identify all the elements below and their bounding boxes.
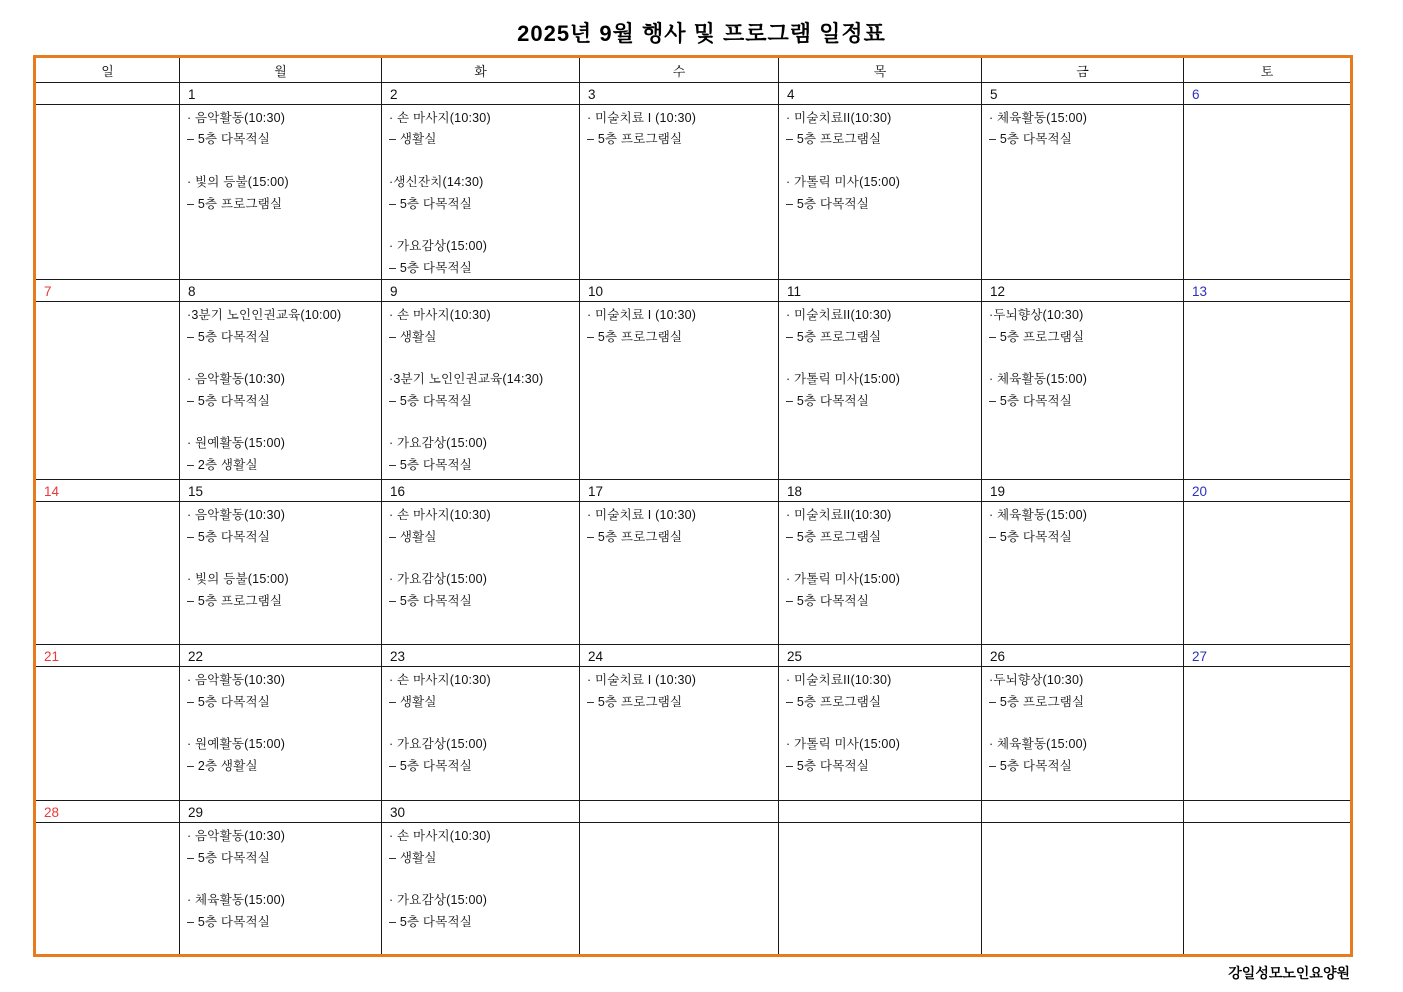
blank-line (389, 548, 576, 569)
day-events-4 (779, 105, 982, 280)
event-line: · 미술치료II(10:30) (786, 308, 892, 323)
event-line: · 가요감상(15:00) (389, 436, 488, 451)
day-number-empty (982, 801, 1184, 823)
event-line: · 가톨릭 미사(15:00) (786, 372, 901, 387)
week-5-content-row (35, 823, 1352, 956)
event-line: · 미술치료II(10:30) (786, 673, 892, 688)
day-number-21: 21 (35, 645, 180, 667)
day-number-26: 26 (982, 645, 1184, 667)
location-line: – 5층 다목적실 (187, 329, 271, 344)
day-number-30: 30 (382, 801, 580, 823)
day-events-27 (1184, 667, 1352, 801)
day-events-20 (1184, 502, 1352, 645)
location-line: – 5층 다목적실 (187, 393, 271, 408)
location-line: – 5층 프로그램실 (587, 694, 683, 709)
day-events-26 (982, 667, 1184, 801)
calendar-table (33, 55, 1353, 957)
event-line: ·두뇌향상(10:30) (989, 673, 1084, 688)
event-line: · 음악활동(10:30) (187, 508, 286, 523)
location-line: – 5층 프로그램실 (786, 529, 882, 544)
week-1-content-row (35, 105, 1352, 280)
location-line: – 5층 다목적실 (389, 196, 473, 211)
day-events-23 (382, 667, 580, 801)
day-number-5: 5 (982, 83, 1184, 105)
location-line: – 생활실 (389, 850, 437, 865)
location-line: – 5층 다목적실 (389, 260, 473, 275)
location-line: – 2층 생활실 (187, 758, 258, 773)
blank-line (786, 151, 978, 172)
event-line: · 가요감상(15:00) (389, 737, 488, 752)
event-line: · 가요감상(15:00) (389, 572, 488, 587)
day-number-14: 14 (35, 480, 180, 502)
day-number-empty (1184, 801, 1352, 823)
weekday-header-row (35, 57, 1352, 83)
blank-line (389, 151, 576, 172)
location-line: – 5층 프로그램실 (786, 694, 882, 709)
blank-line (389, 412, 576, 433)
event-line: · 체육활동(15:00) (187, 893, 286, 908)
event-line: · 미술치료 I (10:30) (587, 308, 697, 323)
day-events-22 (180, 667, 382, 801)
day-events-empty (35, 105, 180, 280)
day-number-19: 19 (982, 480, 1184, 502)
location-line: – 5층 다목적실 (389, 914, 473, 929)
blank-line (786, 713, 978, 734)
day-events-empty (982, 823, 1184, 956)
location-line: – 5층 다목적실 (786, 393, 870, 408)
location-line: – 5층 다목적실 (187, 914, 271, 929)
day-number-9: 9 (382, 280, 580, 302)
location-line: – 5층 프로그램실 (587, 529, 683, 544)
location-line: – 5층 다목적실 (389, 593, 473, 608)
event-line: ·3분기 노인인권교육(14:30) (389, 372, 544, 387)
event-line: · 원예활동(15:00) (187, 737, 286, 752)
event-line: ·3분기 노인인권교육(10:00) (187, 308, 342, 323)
day-number-10: 10 (580, 280, 779, 302)
day-number-25: 25 (779, 645, 982, 667)
blank-line (187, 548, 378, 569)
location-line: – 5층 다목적실 (989, 132, 1073, 147)
event-line: · 미술치료II(10:30) (786, 111, 892, 125)
blank-line (389, 713, 576, 734)
event-line: · 체육활동(15:00) (989, 111, 1088, 125)
location-line: – 5층 프로그램실 (587, 329, 683, 344)
day-number-17: 17 (580, 480, 779, 502)
day-number-24: 24 (580, 645, 779, 667)
event-line: · 미술치료 I (10:30) (587, 508, 697, 523)
day-events-empty (580, 823, 779, 956)
day-events-15 (180, 502, 382, 645)
day-number-28: 28 (35, 801, 180, 823)
day-events-28 (35, 823, 180, 956)
event-line: · 빛의 등불(15:00) (187, 572, 289, 587)
day-events-25 (779, 667, 982, 801)
event-line: · 체육활동(15:00) (989, 508, 1088, 523)
day-events-30 (382, 823, 580, 956)
blank-line (989, 713, 1180, 734)
event-line: · 손 마사지(10:30) (389, 308, 491, 323)
day-events-14 (35, 502, 180, 645)
day-number-empty (580, 801, 779, 823)
facility-name: 강일성모노인요양원 (1228, 965, 1350, 981)
day-number-7: 7 (35, 280, 180, 302)
event-line: · 체육활동(15:00) (989, 737, 1088, 752)
event-line: · 체육활동(15:00) (989, 372, 1088, 387)
day-events-1 (180, 105, 382, 280)
day-events-24 (580, 667, 779, 801)
day-number-27: 27 (1184, 645, 1352, 667)
day-events-17 (580, 502, 779, 645)
event-line: · 미술치료II(10:30) (786, 508, 892, 523)
day-number-23: 23 (382, 645, 580, 667)
day-events-13 (1184, 302, 1352, 480)
event-line: · 음악활동(10:30) (187, 829, 286, 844)
day-number-empty (35, 83, 180, 105)
event-line: · 손 마사지(10:30) (389, 508, 491, 523)
day-events-29 (180, 823, 382, 956)
location-line: – 5층 다목적실 (786, 758, 870, 773)
day-number-2: 2 (382, 83, 580, 105)
day-number-empty (779, 801, 982, 823)
location-line: – 5층 프로그램실 (786, 329, 882, 344)
event-line: · 손 마사지(10:30) (389, 829, 491, 844)
day-events-3 (580, 105, 779, 280)
event-line: ·두뇌향상(10:30) (989, 308, 1084, 323)
week-2-content-row (35, 302, 1352, 480)
blank-line (187, 412, 378, 433)
day-events-2 (382, 105, 580, 280)
event-line: · 손 마사지(10:30) (389, 673, 491, 688)
event-line: · 가톨릭 미사(15:00) (786, 572, 901, 587)
location-line: – 2층 생활실 (187, 457, 258, 472)
location-line: – 5층 다목적실 (786, 196, 870, 211)
location-line: – 5층 프로그램실 (187, 593, 283, 608)
event-line: · 미술치료 I (10:30) (587, 673, 697, 688)
location-line: – 5층 다목적실 (989, 393, 1073, 408)
week-5-date-row (35, 801, 1352, 823)
day-events-12 (982, 302, 1184, 480)
location-line: – 5층 프로그램실 (989, 329, 1085, 344)
day-number-11: 11 (779, 280, 982, 302)
blank-line (786, 348, 978, 369)
blank-line (187, 348, 378, 369)
day-events-18 (779, 502, 982, 645)
day-events-19 (982, 502, 1184, 645)
day-events-8 (180, 302, 382, 480)
location-line: – 5층 프로그램실 (786, 132, 882, 147)
day-events-6 (1184, 105, 1352, 280)
day-number-3: 3 (580, 83, 779, 105)
day-number-8: 8 (180, 280, 382, 302)
location-line: – 5층 프로그램실 (187, 196, 283, 211)
event-line: · 가톨릭 미사(15:00) (786, 175, 901, 190)
location-line: – 5층 다목적실 (187, 132, 271, 147)
event-line: · 음악활동(10:30) (187, 372, 286, 387)
event-line: · 가요감상(15:00) (389, 893, 488, 908)
day-number-15: 15 (180, 480, 382, 502)
week-3-content-row (35, 502, 1352, 645)
day-events-11 (779, 302, 982, 480)
day-events-empty (779, 823, 982, 956)
day-events-21 (35, 667, 180, 801)
weekday-header-6: 토 (1184, 57, 1352, 83)
weekday-header-3: 수 (580, 57, 779, 83)
location-line: – 5층 다목적실 (187, 694, 271, 709)
page-title: 2025년 9월 행사 및 프로그램 일정표 (517, 21, 886, 46)
day-number-22: 22 (180, 645, 382, 667)
day-events-10 (580, 302, 779, 480)
event-line: · 빛의 등불(15:00) (187, 175, 289, 190)
weekday-header-4: 목 (779, 57, 982, 83)
location-line: – 5층 프로그램실 (989, 694, 1085, 709)
day-number-12: 12 (982, 280, 1184, 302)
day-number-4: 4 (779, 83, 982, 105)
week-2-date-row (35, 280, 1352, 302)
location-line: – 5층 다목적실 (187, 850, 271, 865)
location-line: – 생활실 (389, 132, 437, 147)
blank-line (187, 869, 378, 890)
blank-line (786, 548, 978, 569)
event-line: · 가요감상(15:00) (389, 239, 488, 254)
week-4-content-row (35, 667, 1352, 801)
event-line: ·생신잔치(14:30) (389, 175, 484, 190)
location-line: – 5층 다목적실 (389, 457, 473, 472)
day-events-9 (382, 302, 580, 480)
event-line: · 가톨릭 미사(15:00) (786, 737, 901, 752)
location-line: – 생활실 (389, 529, 437, 544)
day-number-13: 13 (1184, 280, 1352, 302)
day-events-7 (35, 302, 180, 480)
location-line: – 5층 다목적실 (389, 393, 473, 408)
location-line: – 5층 다목적실 (389, 758, 473, 773)
week-3-date-row (35, 480, 1352, 502)
blank-line (989, 348, 1180, 369)
event-line: · 원예활동(15:00) (187, 436, 286, 451)
blank-line (389, 348, 576, 369)
event-line: · 음악활동(10:30) (187, 673, 286, 688)
day-events-5 (982, 105, 1184, 280)
day-number-16: 16 (382, 480, 580, 502)
day-number-29: 29 (180, 801, 382, 823)
location-line: – 5층 다목적실 (989, 529, 1073, 544)
day-number-18: 18 (779, 480, 982, 502)
day-number-1: 1 (180, 83, 382, 105)
weekday-header-2: 화 (382, 57, 580, 83)
blank-line (389, 215, 576, 236)
day-events-16 (382, 502, 580, 645)
blank-line (187, 713, 378, 734)
blank-line (389, 869, 576, 890)
weekday-header-1: 월 (180, 57, 382, 83)
location-line: – 5층 다목적실 (989, 758, 1073, 773)
week-1-date-row (35, 83, 1352, 105)
weekday-header-0: 일 (35, 57, 180, 83)
week-4-date-row (35, 645, 1352, 667)
weekday-header-5: 금 (982, 57, 1184, 83)
day-events-empty (1184, 823, 1352, 956)
location-line: – 5층 다목적실 (786, 593, 870, 608)
day-number-6: 6 (1184, 83, 1352, 105)
blank-line (187, 151, 378, 172)
location-line: – 5층 다목적실 (187, 529, 271, 544)
location-line: – 생활실 (389, 694, 437, 709)
day-number-20: 20 (1184, 480, 1352, 502)
event-line: · 음악활동(10:30) (187, 111, 286, 125)
event-line: · 손 마사지(10:30) (389, 111, 491, 125)
location-line: – 5층 프로그램실 (587, 132, 683, 147)
event-line: · 미술치료 I (10:30) (587, 111, 697, 125)
location-line: – 생활실 (389, 329, 437, 344)
